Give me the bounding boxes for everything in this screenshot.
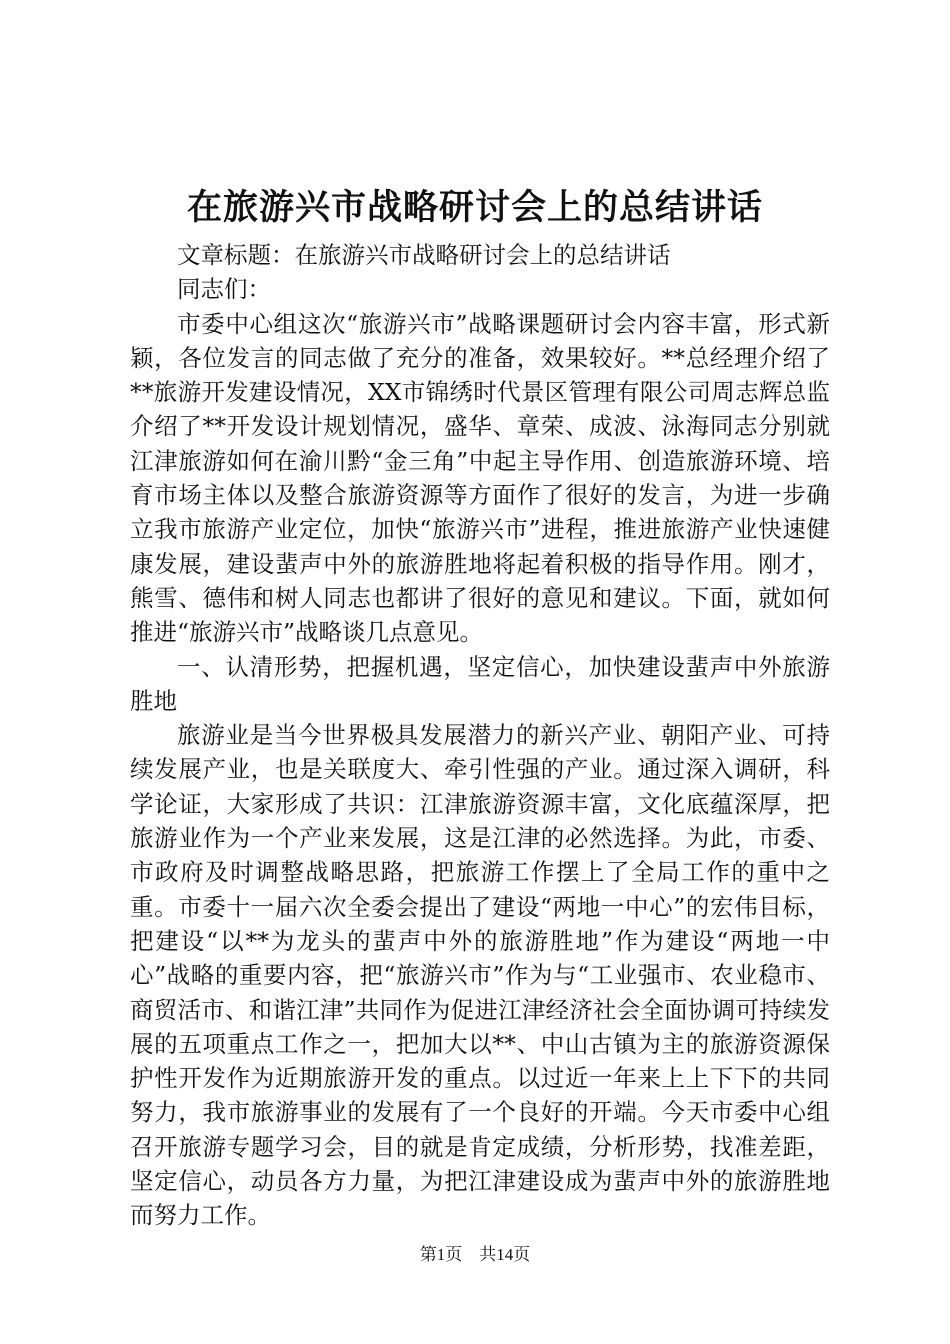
paragraph-tourism: 旅游业是当今世界极具发展潜力的新兴产业、朝阳产业、可持续发展产业，也是关联度大、牵引性强的产业。通过深入调研，科学论证，大家形成了共识：江津旅游资源丰富，文化底蕴深厚，把旅游业作为一个产业来发展，这是江津的必然选择。为此，市委、市政府及时调整战略思路，把旅游工作摆上了全局工作的重中之重。市委十一届六次全委会提出了建设“两地一中心”的宏伟目标，把建设“以**为龙头的蜚声中外的旅游胜地”作为建设“两地一中心”战略的重要内容，把“旅游兴市”作为与“工业强市、农业稳市、商贸活市、和谐江津”共同作为促进江津经济社会全面协调可持续发展的五项重点工作之一，把加大以**、中山古镇为主的旅游资源保护性开发作为近期旅游开发的重点。以过近一年来上上下下的共同努力，我市旅游事业的发展有了一个良好的开端。今天市委中心组召开旅游专题学习会，目的就是肯定成绩，分析形势，找准差距，坚定信心，动员各方力量，为把江津建设成为蜚声中外的旅游胜地而努力工作。 — [130, 721, 830, 1230]
total-pages: 共14页 — [479, 1245, 531, 1264]
salutation: 同志们： — [177, 275, 271, 304]
page-footer — [0, 1243, 950, 1267]
paragraph-intro: 市委中心组这次“旅游兴市”战略课题研讨会内容丰富，形式新颖，各位发言的同志做了充分的准备，效果较好。**总经理介绍了**旅游开发建设情况，XX市锦绣时代景区管理有限公司周志辉总监介绍了**开发设计规划情况，盛华、章荣、成波、泳海同志分别就江津旅游如何在渝川黔“金三角”中起主导作用、创造旅游环境、培育市场主体以及整合旅游资源等方面作了很好的发言，为进一步确立我市旅游产业定位，加快“旅游兴市”进程，推进旅游产业快速健康发展，建设蜚声中外的旅游胜地将起着积极的指导作用。刚才，熊雪、德伟和树人同志也都讲了很好的意见和建议。下面，就如何推进“旅游兴市”战略谈几点意见。 — [130, 309, 830, 647]
footer-separator — [467, 1245, 476, 1264]
document-body — [130, 238, 830, 1233]
section-heading-1: 一、认清形势，把握机遇，坚定信心，加快建设蜚声中外旅游胜地 — [130, 652, 830, 715]
article-title-line: 文章标题：在旅游兴市战略研讨会上的总结讲话 — [177, 241, 671, 269]
page-number: 第1页 — [419, 1245, 463, 1264]
document-title: 在旅游兴市战略研讨会上的总结讲话 — [186, 187, 763, 228]
